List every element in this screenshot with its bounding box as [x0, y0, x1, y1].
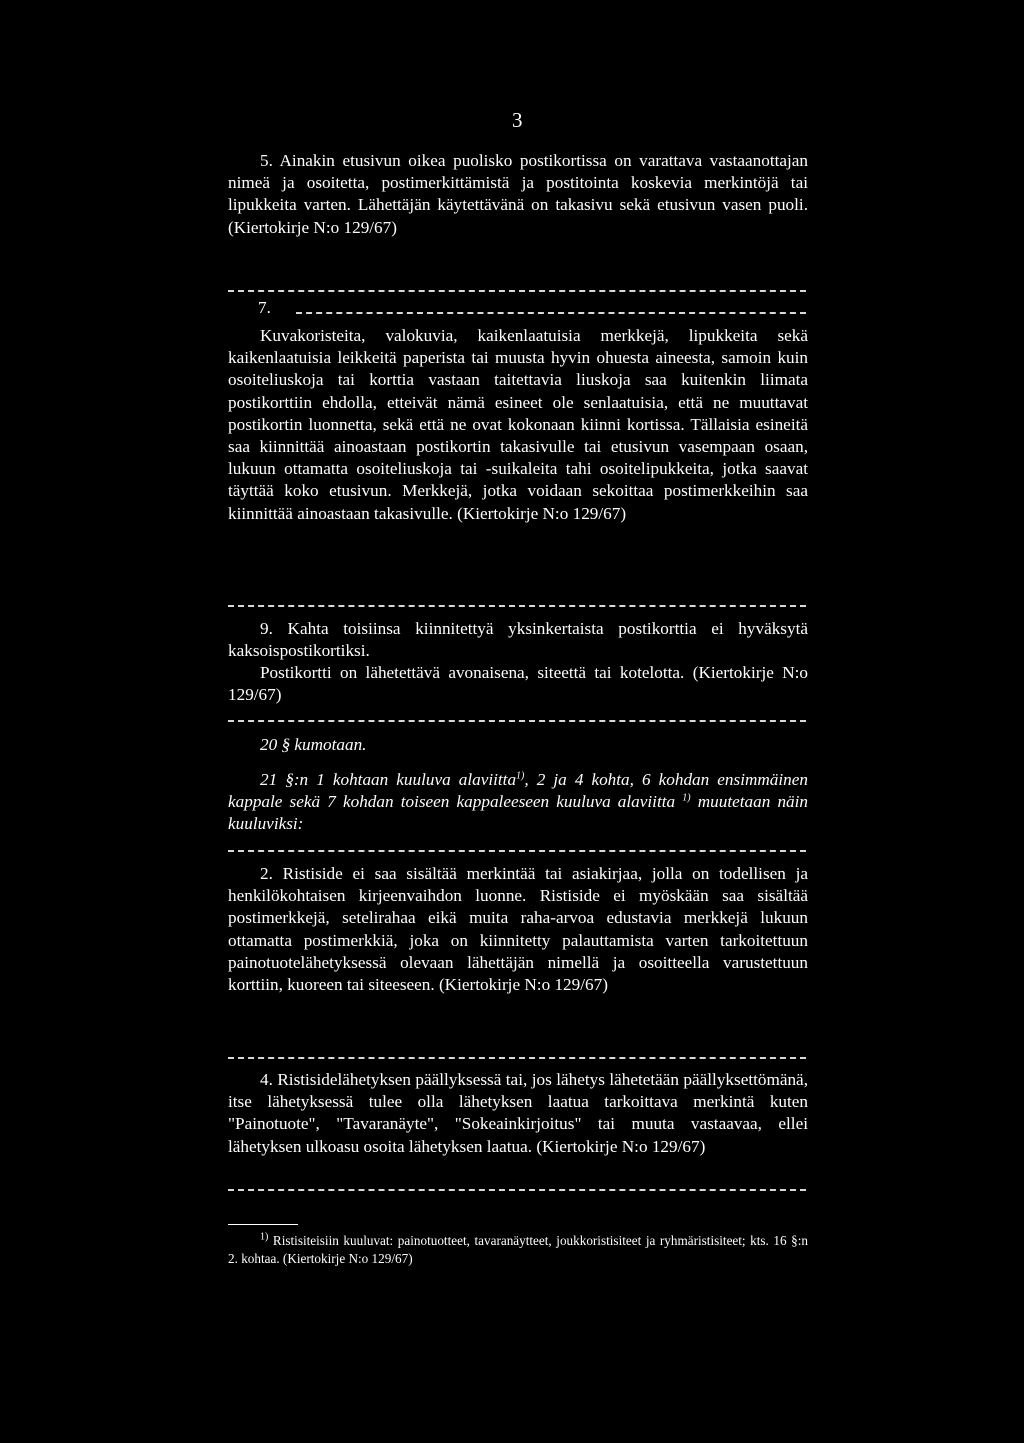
item-4-paragraph: 4. Ristisidelähetyksen päällyksessä tai, jos lähetys lähetetään päällyksettömänä, itse lähetyksessä tulee olla lähetyksen laatua tarkoittava merkintä kuten "Painotuote", "Tavaranäyte", "Sokeainkirjoitus" tai muuta vastaavaa, ellei lähetyksen ulkoasu osoita lähetyksen laatua. (Kiertokirje N:o 129/67)	[228, 1070, 808, 1156]
section-9-paragraph: 9. Kahta toisiinsa kiinnitettyä yksinkertaista postikorttia ei hyväksytä kaksoispostikortiksi.	[228, 619, 808, 661]
section-9-paragraph-2: Postikortti on lähetettävä avonaisena, siteettä tai kotelotta. (Kiertokirje N:o 129/67)	[228, 663, 808, 705]
section-5-paragraph: 5. Ainakin etusivun oikea puolisko postikortissa on varattava vastaanottajan nimeä ja osoitetta, postimerkittämistä ja postitointa koskevia merkintöjä tai lipukkeita varten. Lähettäjän käytettävänä on takasivu sekä etusivun vasen puoli. (Kiertokirje N:o 129/67)	[228, 151, 808, 237]
footnote-text: Ristisiteisiin kuuluvat: painotuotteet, tavaranäytteet, joukkoristisiteet ja ryhmäristisiteet; kts. 16 §:n 2. kohtaa. (Kiertokirje N:o 129/67)	[228, 1233, 808, 1266]
section-7-paragraph: Kuvakoristeita, valokuvia, kaikenlaatuisia merkkejä, lipukkeita sekä kaikenlaatuisia leikkeitä paperista tai muusta hyvin ohuesta aineesta, samoin kuin osoiteliuskoja tai korttia vastaan taitettavia liuskoja saa kuitenkin liimata postikorttiin ehdolla, etteivät nämä esineet ole senlaatuisia, että ne muuttavat postikortin luonnetta, sekä että ne ovat kokonaan kiinni kortissa. Tällaisia esineitä saa kiinnittää ainoastaan postikortin takasivulle tai etusivun vasempaan osaan, lukuun ottamatta osoiteliuskoja tai -suikaleita tahi osoitelipukkeita, jotka saavat täyttää koko etusivun. Merkkejä, jotka voidaan sekoittaa postimerkkeihin saa kiinnittää ainoastaan takasivulle. (Kiertokirje N:o 129/67)	[228, 326, 808, 523]
footnote	[228, 1232, 808, 1267]
omission-divider	[296, 312, 806, 314]
omission-divider	[228, 850, 806, 852]
item-2-paragraph: 2. Ristiside ei saa sisältää merkintää tai asiakirjaa, jolla on todellisen ja henkilökohtaisen kirjeenvaihdon luonne. Ristiside ei myöskään saa sisältää postimerkkejä, setelirahaa eikä muita raha-arvoa edustavia merkkejä lukuun ottamatta postimerkkiä, joka on kiinnitetty palauttamista varten tarkoitettuun painotuotelähetyksessä olevaan lähettäjän nimellä ja osoitteella varustettuun korttiin, kuoreen tai siteeseen. (Kiertokirje N:o 129/67)	[228, 864, 808, 995]
section-21-amendment	[228, 769, 808, 836]
footnote-ref: 1)	[682, 792, 691, 804]
omission-divider	[228, 720, 806, 722]
section-21-text: , 2 ja 4 kohta, 6 kohdan ensimmäinen kappale sekä 7 kohdan toiseen kappaleeseen kuuluva alaviitta	[228, 770, 808, 812]
omission-divider	[228, 1189, 806, 1191]
omission-divider	[228, 605, 806, 607]
omission-divider	[228, 1057, 806, 1059]
footnote-mark: 1)	[260, 1231, 269, 1243]
footnote-ref: 1)	[516, 770, 525, 782]
omission-divider	[228, 290, 806, 292]
section-21-text: 21 §:n 1 kohtaan kuuluva alaviitta	[260, 770, 517, 789]
section-21-text: muutetaan näin kuuluviksi:	[228, 792, 809, 834]
section-20-heading: 20 § kumotaan.	[260, 735, 367, 754]
page-number: 3	[512, 108, 523, 132]
section-7-number: 7.	[258, 298, 271, 317]
footnote-rule	[228, 1224, 298, 1225]
